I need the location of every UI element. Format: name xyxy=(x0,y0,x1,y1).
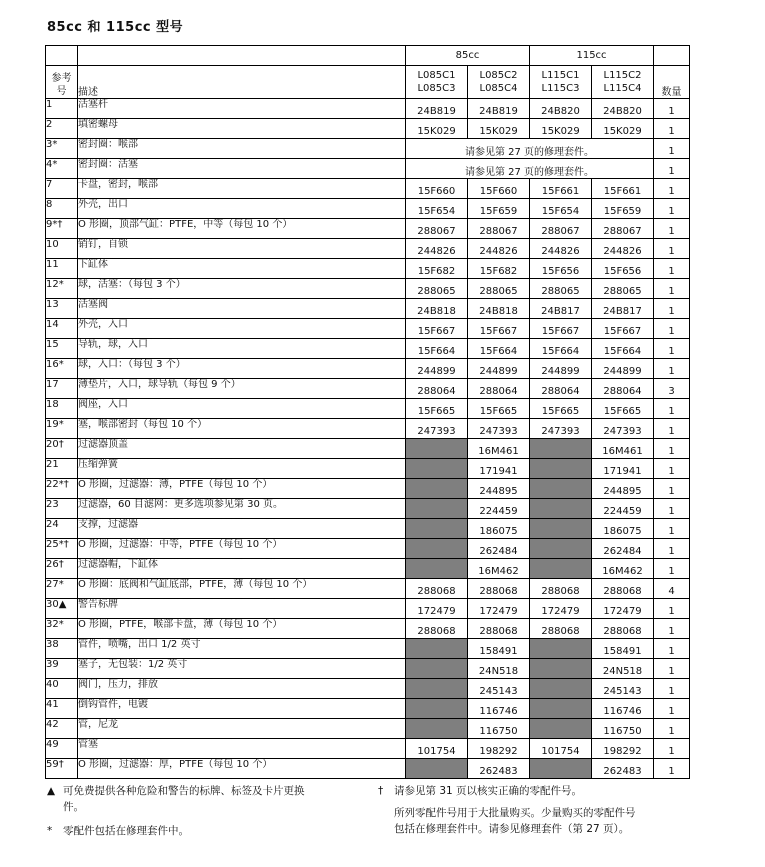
not-applicable-cell xyxy=(530,659,592,679)
ref-number: 49 xyxy=(46,739,78,759)
part-number: 24N518 xyxy=(468,659,530,679)
part-number: 198292 xyxy=(468,739,530,759)
table-row xyxy=(46,539,690,559)
not-applicable-cell xyxy=(530,459,592,479)
part-number: 15F667 xyxy=(592,319,654,339)
table-row xyxy=(46,739,690,759)
parts-table xyxy=(45,45,690,779)
part-number: 288065 xyxy=(592,279,654,299)
table-row xyxy=(46,259,690,279)
not-applicable-cell xyxy=(530,499,592,519)
ref-number: 4* xyxy=(46,159,78,179)
not-applicable-cell xyxy=(406,659,468,679)
part-number: 244826 xyxy=(468,239,530,259)
quantity: 1 xyxy=(654,199,690,219)
ref-number: 21 xyxy=(46,459,78,479)
ref-number: 39 xyxy=(46,659,78,679)
part-number: 15F664 xyxy=(468,339,530,359)
part-number: 15F664 xyxy=(406,339,468,359)
quantity: 1 xyxy=(654,339,690,359)
part-description: 过滤器帽，下缸体 xyxy=(78,559,406,579)
ref-number: 32* xyxy=(46,619,78,639)
part-number: 244895 xyxy=(592,479,654,499)
quantity: 1 xyxy=(654,659,690,679)
part-description: 警告标牌 xyxy=(78,599,406,619)
quantity: 1 xyxy=(654,699,690,719)
quantity: 1 xyxy=(654,399,690,419)
quantity: 1 xyxy=(654,539,690,559)
model-header: L115C1 L115C3 xyxy=(530,66,592,99)
quantity: 1 xyxy=(654,439,690,459)
part-number: 15F682 xyxy=(468,259,530,279)
part-number: 24B819 xyxy=(406,99,468,119)
part-number: 172479 xyxy=(592,599,654,619)
quantity: 1 xyxy=(654,259,690,279)
ref-number: 9*† xyxy=(46,219,78,239)
footnote-text: 所列零配件号用于大批量购买。少量购买的零配件号 xyxy=(394,807,636,819)
ref-number: 8 xyxy=(46,199,78,219)
column-header-qty: 数量 xyxy=(654,66,690,99)
part-number: 288068 xyxy=(468,619,530,639)
not-applicable-cell xyxy=(406,479,468,499)
part-number: 288068 xyxy=(406,619,468,639)
ref-number: 42 xyxy=(46,719,78,739)
part-number: 116746 xyxy=(592,699,654,719)
not-applicable-cell xyxy=(530,439,592,459)
part-number: 15K029 xyxy=(468,119,530,139)
not-applicable-cell xyxy=(406,639,468,659)
part-number: 24B818 xyxy=(406,299,468,319)
part-number: 15F660 xyxy=(406,179,468,199)
part-number: 224459 xyxy=(468,499,530,519)
part-number: 172479 xyxy=(406,599,468,619)
part-number: 15F664 xyxy=(592,339,654,359)
part-number: 244899 xyxy=(530,359,592,379)
model-header: L085C1 L085C3 xyxy=(406,66,468,99)
group-header-115cc: 115cc xyxy=(530,46,654,66)
part-description: O 形圈，过滤器：厚，PTFE（每包 10 个） xyxy=(78,759,406,779)
ref-number: 24 xyxy=(46,519,78,539)
footnote-text: 件。 xyxy=(63,801,84,813)
ref-number: 59† xyxy=(46,759,78,779)
part-number: 16M461 xyxy=(468,439,530,459)
table-row xyxy=(46,339,690,359)
part-number: 288064 xyxy=(530,379,592,399)
ref-number: 17 xyxy=(46,379,78,399)
part-number: 24B819 xyxy=(468,99,530,119)
quantity: 1 xyxy=(654,739,690,759)
table-row xyxy=(46,639,690,659)
quantity: 1 xyxy=(654,679,690,699)
quantity: 1 xyxy=(654,139,690,159)
header-blank-qty xyxy=(654,46,690,66)
part-description: O 形圈，PTFE，喉部卡盘，薄（每包 10 个） xyxy=(78,619,406,639)
table-row xyxy=(46,119,690,139)
ref-number: 23 xyxy=(46,499,78,519)
part-number: 15F665 xyxy=(530,399,592,419)
parts-table-body xyxy=(46,99,690,779)
quantity: 1 xyxy=(654,559,690,579)
part-number: 101754 xyxy=(406,739,468,759)
part-number: 16M462 xyxy=(592,559,654,579)
table-row xyxy=(46,419,690,439)
part-number: 172479 xyxy=(468,599,530,619)
quantity: 1 xyxy=(654,179,690,199)
table-row xyxy=(46,199,690,219)
quantity: 4 xyxy=(654,579,690,599)
part-number: 15F682 xyxy=(406,259,468,279)
table-row xyxy=(46,499,690,519)
table-row xyxy=(46,219,690,239)
part-number: 24B817 xyxy=(530,299,592,319)
part-number: 288067 xyxy=(468,219,530,239)
part-description: 压缩弹簧 xyxy=(78,459,406,479)
table-row xyxy=(46,619,690,639)
part-number: 247393 xyxy=(530,419,592,439)
part-number: 288068 xyxy=(530,619,592,639)
not-applicable-cell xyxy=(530,519,592,539)
part-description: O 形圈，过滤器：薄，PTFE（每包 10 个） xyxy=(78,479,406,499)
part-description: 支撑，过滤器 xyxy=(78,519,406,539)
footnote-dagger xyxy=(378,783,708,799)
quantity: 1 xyxy=(654,319,690,339)
part-number: 15F654 xyxy=(406,199,468,219)
not-applicable-cell xyxy=(406,559,468,579)
table-row xyxy=(46,179,690,199)
part-number: 244826 xyxy=(592,239,654,259)
quantity: 1 xyxy=(654,459,690,479)
ref-number: 7 xyxy=(46,179,78,199)
table-row xyxy=(46,99,690,119)
footnote-text: 请参见第 31 页以核实正确的零配件号。 xyxy=(394,785,583,797)
not-applicable-cell xyxy=(406,719,468,739)
not-applicable-cell xyxy=(406,699,468,719)
footnote-text: 零配件包括在修理套件中。 xyxy=(63,825,189,837)
part-number: 171941 xyxy=(592,459,654,479)
part-number: 288068 xyxy=(592,579,654,599)
repair-kit-note: 请参见第 27 页的修理套件。 xyxy=(406,139,654,159)
part-number: 15F667 xyxy=(406,319,468,339)
table-row xyxy=(46,139,690,159)
part-description: 阀门，压力，排放 xyxy=(78,679,406,699)
part-number: 171941 xyxy=(468,459,530,479)
part-number: 288068 xyxy=(468,579,530,599)
not-applicable-cell xyxy=(406,459,468,479)
not-applicable-cell xyxy=(406,499,468,519)
quantity: 1 xyxy=(654,599,690,619)
part-description: 管塞 xyxy=(78,739,406,759)
part-number: 244826 xyxy=(406,239,468,259)
quantity: 1 xyxy=(654,759,690,779)
part-number: 262484 xyxy=(592,539,654,559)
part-number: 244899 xyxy=(468,359,530,379)
part-description: 塞，喉部密封（每包 10 个） xyxy=(78,419,406,439)
table-row xyxy=(46,579,690,599)
part-number: 101754 xyxy=(530,739,592,759)
part-number: 244899 xyxy=(406,359,468,379)
ref-number: 15 xyxy=(46,339,78,359)
table-row xyxy=(46,559,690,579)
table-row xyxy=(46,319,690,339)
quantity: 3 xyxy=(654,379,690,399)
footnote-warning-labels xyxy=(47,783,362,815)
part-number: 288065 xyxy=(406,279,468,299)
part-number: 288064 xyxy=(406,379,468,399)
part-number: 158491 xyxy=(468,639,530,659)
ref-number: 22*† xyxy=(46,479,78,499)
table-row xyxy=(46,459,690,479)
part-number: 15K029 xyxy=(406,119,468,139)
part-number: 288064 xyxy=(468,379,530,399)
ref-number: 30▲ xyxy=(46,599,78,619)
part-number: 16M461 xyxy=(592,439,654,459)
part-description: 过滤器顶盖 xyxy=(78,439,406,459)
not-applicable-cell xyxy=(530,639,592,659)
ref-number: 18 xyxy=(46,399,78,419)
part-number: 288065 xyxy=(468,279,530,299)
header-blank-desc xyxy=(78,46,406,66)
part-description: 导轨，球，入口 xyxy=(78,339,406,359)
quantity: 1 xyxy=(654,239,690,259)
part-number: 15F664 xyxy=(530,339,592,359)
part-description: 球，活塞：（每包 3 个） xyxy=(78,279,406,299)
part-description: 销钉，自锁 xyxy=(78,239,406,259)
ref-number: 38 xyxy=(46,639,78,659)
part-description: 薄垫片，入口，球导轨（每包 9 个） xyxy=(78,379,406,399)
part-description: 阀座，入口 xyxy=(78,399,406,419)
part-number: 16M462 xyxy=(468,559,530,579)
ref-number: 3* xyxy=(46,139,78,159)
quantity: 1 xyxy=(654,519,690,539)
part-description: 活塞杆 xyxy=(78,99,406,119)
quantity: 1 xyxy=(654,639,690,659)
ref-number: 25*† xyxy=(46,539,78,559)
part-number: 24B817 xyxy=(592,299,654,319)
ref-number: 2 xyxy=(46,119,78,139)
part-number: 247393 xyxy=(468,419,530,439)
footnote-text: 包括在修理套件中。请参见修理套件（第 27 页）。 xyxy=(394,823,630,835)
part-number: 158491 xyxy=(592,639,654,659)
part-description: 外壳，出口 xyxy=(78,199,406,219)
table-row xyxy=(46,659,690,679)
ref-number: 26† xyxy=(46,559,78,579)
footnotes-right xyxy=(378,783,708,837)
footnote-text: 可免费提供各种危险和警告的标牌、标签及卡片更换 xyxy=(63,785,305,797)
ref-number: 10 xyxy=(46,239,78,259)
part-description: 密封圈：喉部 xyxy=(78,139,406,159)
part-description: 球，入口：（每包 3 个） xyxy=(78,359,406,379)
part-number: 15F665 xyxy=(406,399,468,419)
table-row xyxy=(46,599,690,619)
part-description: O 形圈，顶部气缸：PTFE，中等（每包 10 个） xyxy=(78,219,406,239)
part-number: 224459 xyxy=(592,499,654,519)
asterisk-mark: * xyxy=(47,825,53,837)
quantity: 1 xyxy=(654,619,690,639)
footnotes-left xyxy=(47,783,362,839)
part-number: 288068 xyxy=(530,579,592,599)
quantity: 1 xyxy=(654,479,690,499)
part-description: 过滤器，60 目滤网：更多选项参见第 30 页。 xyxy=(78,499,406,519)
part-number: 247393 xyxy=(592,419,654,439)
column-header-description: 描述 xyxy=(78,66,406,99)
part-number: 15F659 xyxy=(468,199,530,219)
part-description: 塞子，无包装：1/2 英寸 xyxy=(78,659,406,679)
quantity: 1 xyxy=(654,719,690,739)
ref-number: 12* xyxy=(46,279,78,299)
part-description: 管，尼龙 xyxy=(78,719,406,739)
part-number: 15F661 xyxy=(530,179,592,199)
ref-number: 14 xyxy=(46,319,78,339)
ref-number: 27* xyxy=(46,579,78,599)
ref-number: 41 xyxy=(46,699,78,719)
not-applicable-cell xyxy=(406,519,468,539)
part-number: 15K029 xyxy=(530,119,592,139)
part-description: 外壳，入口 xyxy=(78,319,406,339)
table-row xyxy=(46,719,690,739)
part-number: 15F667 xyxy=(530,319,592,339)
part-number: 245143 xyxy=(592,679,654,699)
header-group-row xyxy=(46,46,690,66)
part-number: 15F661 xyxy=(592,179,654,199)
quantity: 1 xyxy=(654,419,690,439)
part-number: 244899 xyxy=(592,359,654,379)
table-row xyxy=(46,759,690,779)
part-number: 15F667 xyxy=(468,319,530,339)
not-applicable-cell xyxy=(530,719,592,739)
triangle-icon: ▲ xyxy=(47,785,56,797)
table-row xyxy=(46,399,690,419)
part-number: 116750 xyxy=(592,719,654,739)
part-number: 15F665 xyxy=(468,399,530,419)
part-number: 288068 xyxy=(592,619,654,639)
footnote-bulk-purchase xyxy=(378,805,708,837)
table-row xyxy=(46,699,690,719)
table-row xyxy=(46,479,690,499)
part-number: 15F656 xyxy=(530,259,592,279)
part-number: 288067 xyxy=(406,219,468,239)
part-description: 卡盘，密封，喉部 xyxy=(78,179,406,199)
part-number: 288065 xyxy=(530,279,592,299)
quantity: 1 xyxy=(654,359,690,379)
part-number: 288067 xyxy=(530,219,592,239)
header-blank-ref xyxy=(46,46,78,66)
part-number: 172479 xyxy=(530,599,592,619)
footnote-repair-kit xyxy=(47,823,362,839)
not-applicable-cell xyxy=(530,679,592,699)
part-number: 244826 xyxy=(530,239,592,259)
part-description: 倒钩管件，电镀 xyxy=(78,699,406,719)
part-description: 填密螺母 xyxy=(78,119,406,139)
part-number: 24B820 xyxy=(530,99,592,119)
part-description: 密封圈：活塞 xyxy=(78,159,406,179)
dagger-mark: † xyxy=(378,785,384,797)
part-number: 262484 xyxy=(468,539,530,559)
part-number: 262483 xyxy=(468,759,530,779)
part-number: 244895 xyxy=(468,479,530,499)
part-description: 活塞阀 xyxy=(78,299,406,319)
table-row xyxy=(46,359,690,379)
part-number: 247393 xyxy=(406,419,468,439)
part-number: 15F656 xyxy=(592,259,654,279)
part-number: 24B818 xyxy=(468,299,530,319)
quantity: 1 xyxy=(654,299,690,319)
part-number: 24B820 xyxy=(592,99,654,119)
ref-number: 19* xyxy=(46,419,78,439)
part-number: 15F660 xyxy=(468,179,530,199)
part-number: 288067 xyxy=(592,219,654,239)
part-description: O 形圈：底阀和气缸底部，PTFE，薄（每包 10 个） xyxy=(78,579,406,599)
part-number: 15F665 xyxy=(592,399,654,419)
part-description: O 形圈，过滤器：中等，PTFE（每包 10 个） xyxy=(78,539,406,559)
header-model-row xyxy=(46,66,690,99)
not-applicable-cell xyxy=(530,559,592,579)
ref-number: 16* xyxy=(46,359,78,379)
ref-number: 20† xyxy=(46,439,78,459)
group-header-85cc: 85cc xyxy=(406,46,530,66)
column-header-ref: 参考号 xyxy=(46,66,78,99)
part-number: 245143 xyxy=(468,679,530,699)
quantity: 1 xyxy=(654,219,690,239)
not-applicable-cell xyxy=(530,699,592,719)
not-applicable-cell xyxy=(406,539,468,559)
part-number: 15F659 xyxy=(592,199,654,219)
part-number: 24N518 xyxy=(592,659,654,679)
quantity: 1 xyxy=(654,119,690,139)
model-header: L085C2 L085C4 xyxy=(468,66,530,99)
table-row xyxy=(46,379,690,399)
not-applicable-cell xyxy=(406,759,468,779)
part-number: 288064 xyxy=(592,379,654,399)
not-applicable-cell xyxy=(406,439,468,459)
ref-number: 40 xyxy=(46,679,78,699)
part-description: 下缸体 xyxy=(78,259,406,279)
quantity: 1 xyxy=(654,279,690,299)
repair-kit-note: 请参见第 27 页的修理套件。 xyxy=(406,159,654,179)
part-number: 198292 xyxy=(592,739,654,759)
ref-number: 13 xyxy=(46,299,78,319)
part-number: 262483 xyxy=(592,759,654,779)
table-row xyxy=(46,159,690,179)
table-row xyxy=(46,239,690,259)
part-number: 186075 xyxy=(592,519,654,539)
part-description: 管件，喷嘴，出口 1/2 英寸 xyxy=(78,639,406,659)
part-number: 186075 xyxy=(468,519,530,539)
not-applicable-cell xyxy=(530,539,592,559)
quantity: 1 xyxy=(654,499,690,519)
table-row xyxy=(46,439,690,459)
table-row xyxy=(46,519,690,539)
part-number: 116746 xyxy=(468,699,530,719)
part-number: 15K029 xyxy=(592,119,654,139)
part-number: 288068 xyxy=(406,579,468,599)
not-applicable-cell xyxy=(530,479,592,499)
part-number: 15F654 xyxy=(530,199,592,219)
table-row xyxy=(46,279,690,299)
quantity: 1 xyxy=(654,159,690,179)
quantity: 1 xyxy=(654,99,690,119)
table-row xyxy=(46,679,690,699)
ref-number: 1 xyxy=(46,99,78,119)
ref-number: 11 xyxy=(46,259,78,279)
not-applicable-cell xyxy=(406,679,468,699)
table-row xyxy=(46,299,690,319)
page-title: 85cc 和 115cc 型号 xyxy=(47,20,184,35)
part-number: 116750 xyxy=(468,719,530,739)
not-applicable-cell xyxy=(530,759,592,779)
model-header: L115C2 L115C4 xyxy=(592,66,654,99)
